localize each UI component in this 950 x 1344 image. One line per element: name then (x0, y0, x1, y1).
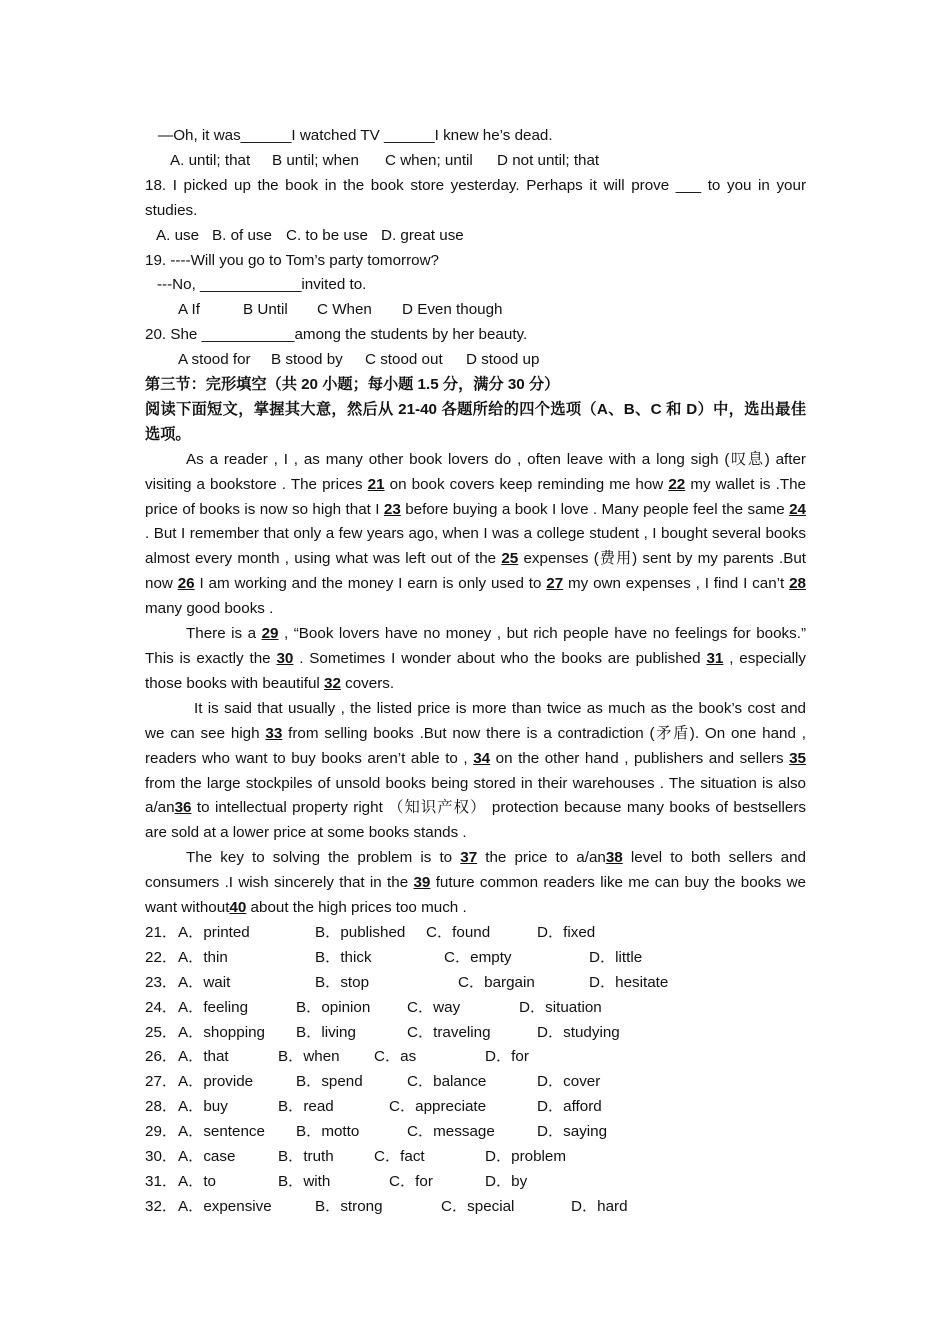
q18-question: 18. I picked up the book in the book store yesterday. Perhaps it will prove ___ to you in your studies. (145, 176, 806, 219)
passage-text: , “Book lovers have no money , but rich people have no feelings for books.” This is exactly the (145, 625, 806, 667)
blank-37: 37 (460, 849, 478, 867)
passage-paragraph-2 (145, 622, 806, 697)
passage-paragraph-1 (145, 448, 806, 622)
passage-text: future common readers like me can buy the books we want without (145, 874, 806, 917)
choice-option: B．opinion (296, 998, 371, 1016)
passage-text: expenses (费用) sent by my parents .But now (145, 550, 806, 593)
passage-paragraph-3 (145, 697, 806, 846)
blank-38: 38 (605, 849, 623, 867)
choice-option: C．special (441, 1197, 515, 1215)
passage-text: . But I remember that only a few years ago, when I was a college student , I bought several books almost every month , using what was left out of the (145, 525, 806, 568)
passage-text: about the high prices too much . (246, 899, 467, 917)
choice-row (145, 1095, 806, 1120)
choice-option: A．buy (178, 1098, 228, 1116)
passage-text: before buying a book I love . Many people feel the same (400, 500, 790, 518)
q19-option-a: A If (178, 301, 200, 319)
choice-row (145, 1170, 806, 1195)
blank-32: 32 (324, 674, 341, 692)
passage-text: many good books . (145, 600, 274, 618)
choice-number: 32． (145, 1197, 178, 1215)
blank-23: 23 (383, 500, 401, 518)
passage-text: level to both sellers and consumers .I wish sincerely that in the (145, 849, 806, 892)
choice-option: B．spend (296, 1073, 363, 1091)
section-instruction: 阅读下面短文，掌握其大意，然后从 21-40 各题所给的四个选项（A、B、C 和 D）中，选出最佳选项。 (145, 400, 806, 443)
choice-option: A．sentence (178, 1123, 265, 1141)
choice-number: 27． (145, 1073, 178, 1091)
choice-option: A．case (178, 1147, 236, 1165)
choice-option: D．afford (537, 1098, 602, 1116)
choice-number: 23． (145, 973, 178, 991)
choice-option: D．little (589, 948, 643, 966)
q20-options (145, 348, 806, 373)
blank-26: 26 (177, 575, 195, 593)
choice-option: B．truth (278, 1147, 334, 1165)
choice-list (145, 921, 806, 1220)
passage-text: The key to solving the problem is to (186, 849, 461, 867)
blank-34: 34 (473, 749, 491, 767)
choice-option: A．printed (178, 923, 250, 941)
choice-option: B．when (278, 1048, 340, 1066)
choice-number: 21． (145, 923, 178, 941)
choice-option: D．for (485, 1048, 529, 1066)
q18-option-a: A. use (156, 226, 200, 244)
choice-option: D．by (485, 1172, 528, 1190)
blank-22: 22 (668, 475, 686, 493)
choice-row (145, 1021, 806, 1046)
blank-27: 27 (546, 575, 564, 593)
choice-option: B．thick (315, 948, 372, 966)
choice-option: A．wait (178, 973, 231, 991)
blank-35: 35 (789, 749, 807, 767)
q20-option-c: C stood out (365, 351, 443, 369)
passage-text: There is a (186, 625, 262, 643)
passage-text: on the other hand , publishers and sellers (490, 749, 790, 767)
blank-33: 33 (265, 724, 283, 742)
choice-option: D．hard (571, 1197, 628, 1215)
choice-row (145, 1195, 806, 1220)
q18-option-c: C. to be use (286, 226, 368, 244)
choice-option: D．fixed (537, 923, 596, 941)
choice-option: C．bargain (458, 973, 535, 991)
q17-option-c: C when; until (385, 151, 473, 169)
q20-option-d: D stood up (466, 351, 540, 369)
q19-options (145, 298, 806, 323)
q20-option-b: B stood by (271, 351, 343, 369)
q18-option-b: B. of use (212, 226, 272, 244)
choice-option: B．strong (315, 1197, 383, 1215)
passage-text: from selling books .But now there is a contradiction (矛盾). On one hand , readers who want to buy books aren’t able to , (145, 724, 806, 767)
choice-option: B．with (278, 1172, 331, 1190)
choice-number: 25． (145, 1023, 178, 1041)
blank-36: 36 (174, 799, 192, 817)
q18-option-d: D. great use (381, 226, 464, 244)
choice-option: D．problem (485, 1147, 567, 1165)
choice-option: A．expensive (178, 1197, 272, 1215)
q19-option-d: D Even though (402, 301, 503, 319)
choice-option: C．as (374, 1048, 417, 1066)
choice-option: B．living (296, 1023, 356, 1041)
choice-option: B．read (278, 1098, 334, 1116)
blank-29: 29 (261, 625, 279, 643)
q20-question: 20. She ___________among the students by her beauty. (145, 326, 528, 344)
choice-row (145, 921, 806, 946)
q18-options (145, 224, 806, 249)
passage-text: the price to a/an (477, 849, 606, 867)
blank-24: 24 (789, 500, 806, 518)
choice-row (145, 1145, 806, 1170)
passage-text: . Sometimes I wonder about who the books are published (293, 649, 707, 667)
choice-option: D．situation (519, 998, 602, 1016)
passage-text: As a reader , I , as many other book lovers do , often leave with a long sigh (叹息) after visiting a bookstore . The prices (145, 450, 806, 493)
blank-21: 21 (367, 475, 385, 493)
choice-option: D．saying (537, 1123, 608, 1141)
choice-row (145, 996, 806, 1021)
passage-paragraph-4 (145, 846, 806, 921)
blank-30: 30 (276, 649, 294, 667)
blank-40: 40 (229, 899, 247, 917)
choice-option: A．feeling (178, 998, 249, 1016)
choice-option: C．fact (374, 1147, 425, 1165)
passage-text: , especially those books with beautiful (145, 649, 806, 692)
exam-page (145, 124, 806, 1220)
choice-option: D．studying (537, 1023, 620, 1041)
choice-number: 30． (145, 1147, 178, 1165)
choice-option: C．for (389, 1172, 433, 1190)
choice-option: C．appreciate (389, 1098, 487, 1116)
choice-number: 29． (145, 1123, 178, 1141)
q20-option-a: A stood for (178, 351, 251, 369)
q17-option-b: B until; when (272, 151, 359, 169)
passage-text: to intellectual property right （知识产权） protection because many books of bestsellers are sold at a lower price at some books stands . (145, 799, 806, 842)
choice-option: C．found (426, 923, 491, 941)
choice-option: D．hesitate (589, 973, 669, 991)
q17-answer-line: —Oh, it was______I watched TV ______I knew he’s dead. (158, 127, 553, 144)
choice-option: D．cover (537, 1073, 601, 1091)
passage-text: my own expenses , I find I can’t (563, 575, 790, 593)
choice-option: C．empty (444, 948, 512, 966)
choice-option: B．published (315, 923, 406, 941)
choice-option: A．provide (178, 1073, 254, 1091)
choice-number: 28． (145, 1098, 178, 1116)
blank-28: 28 (789, 575, 806, 593)
q19-answer: ---No, ____________invited to. (157, 276, 367, 294)
passage-text: from the large stockpiles of unsold books being stored in their warehouses . The situation is also a/an (145, 774, 806, 817)
choice-option: B．stop (315, 973, 370, 991)
q19-option-b: B Until (243, 301, 288, 319)
passage-text: on book covers keep reminding me how (384, 475, 669, 493)
choice-number: 22． (145, 948, 178, 966)
choice-option: A．thin (178, 948, 228, 966)
choice-option: A．shopping (178, 1023, 265, 1041)
choice-option: C．message (407, 1123, 495, 1141)
choice-row (145, 1120, 806, 1145)
choice-number: 24． (145, 998, 178, 1016)
passage-text: covers. (340, 674, 395, 692)
section-title: 第三节：完形填空（共 20 小题；每小题 1.5 分，满分 30 分） (145, 376, 560, 393)
choice-row (145, 1070, 806, 1095)
choice-option: C．way (407, 998, 461, 1016)
blank-39: 39 (413, 874, 431, 892)
choice-row (145, 1045, 806, 1070)
choice-row (145, 946, 806, 971)
choice-number: 26． (145, 1048, 178, 1066)
passage-text: I am working and the money I earn is only used to (194, 575, 547, 593)
passage-text: my wallet is .The price of books is now so high that I (145, 475, 806, 518)
choice-option: C．traveling (407, 1023, 491, 1041)
choice-option: B．motto (296, 1123, 360, 1141)
q17-option-a: A. until; that (170, 151, 251, 169)
choice-option: A．that (178, 1048, 229, 1066)
blank-31: 31 (706, 649, 724, 667)
q17-option-d: D not until; that (497, 151, 600, 169)
choice-row (145, 971, 806, 996)
q19-option-c: C When (317, 301, 372, 319)
choice-number: 31． (145, 1172, 178, 1190)
choice-option: A．to (178, 1172, 216, 1190)
q17-options (145, 149, 806, 174)
q19-question: 19. ----Will you go to Tom’s party tomorrow? (145, 251, 439, 269)
blank-25: 25 (501, 550, 519, 568)
choice-option: C．balance (407, 1073, 487, 1091)
passage-text: It is said that usually , the listed price is more than twice as much as the book’s cost and we can see high (145, 699, 806, 742)
